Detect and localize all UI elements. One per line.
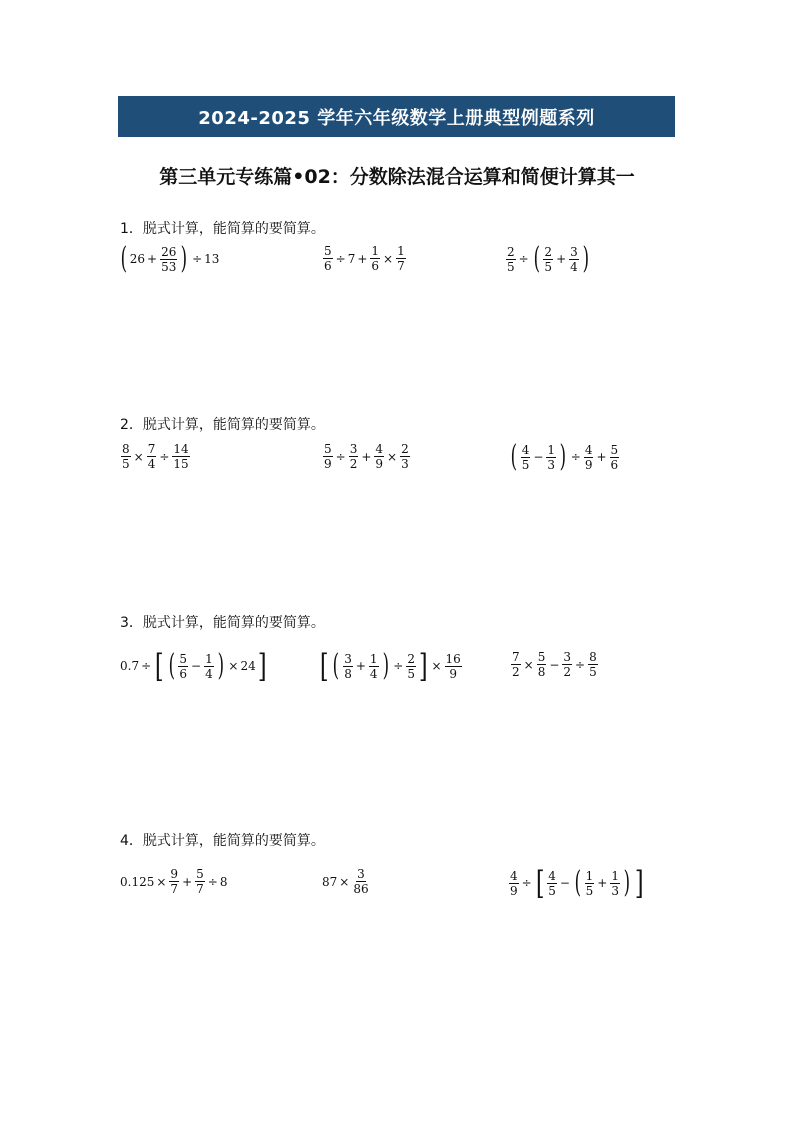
fraction [343, 652, 353, 681]
fraction [204, 652, 214, 681]
math-token: 0.125 [120, 874, 155, 889]
fraction-numerator: 2 [507, 244, 515, 259]
math-token: ÷ [570, 450, 581, 464]
fraction-denominator: 6 [610, 457, 619, 472]
math-token: + [597, 876, 608, 890]
fraction-denominator: 9 [449, 666, 457, 681]
math-token: × [133, 449, 144, 464]
math-token: + [596, 450, 607, 464]
q3-expression-a [120, 647, 268, 685]
fraction-denominator: 4 [369, 666, 378, 681]
fraction [584, 443, 594, 472]
fraction [396, 244, 406, 273]
math-token: + [182, 874, 193, 889]
math-token: × [431, 659, 442, 673]
math-token: × [156, 874, 167, 889]
math-token: − [533, 450, 544, 464]
fraction-numerator: 2 [544, 244, 553, 259]
math-token: + [355, 659, 366, 673]
fraction-denominator: 5 [407, 666, 415, 681]
q2-expression-a [120, 442, 191, 471]
fraction [369, 652, 379, 681]
fraction-numerator: 1 [611, 868, 619, 883]
math-token: × [339, 874, 350, 889]
math-token: ] [257, 647, 267, 685]
fraction-numerator: 4 [510, 868, 518, 883]
fraction [509, 869, 519, 898]
fraction-denominator: 2 [512, 665, 520, 679]
fraction-denominator: 7 [397, 259, 405, 273]
math-token: ) [180, 241, 188, 276]
fraction-numerator: 5 [324, 442, 332, 456]
fraction-denominator: 5 [589, 665, 597, 679]
fraction-numerator: 5 [196, 867, 204, 881]
fraction [537, 650, 547, 679]
math-token: [ [155, 647, 164, 685]
math-token: ( [120, 241, 128, 276]
fraction-numerator: 14 [173, 442, 189, 456]
fraction-denominator: 2 [563, 665, 572, 679]
fraction-denominator: 53 [161, 259, 177, 274]
q3-expression-b [318, 647, 463, 685]
fraction-numerator: 3 [344, 651, 352, 666]
fraction-numerator: 5 [179, 651, 187, 666]
banner-title: 2024-2025 学年六年级数学上册典型例题系列 [198, 107, 595, 129]
question-1-label: 1．脱式计算，能简算的要简算。 [120, 221, 325, 237]
q4-expression-a [120, 867, 227, 896]
worksheet-banner [118, 96, 675, 137]
fraction [610, 869, 620, 898]
math-token: + [147, 252, 158, 266]
math-token: × [383, 251, 394, 266]
fraction-numerator: 1 [547, 442, 556, 457]
fraction-denominator: 3 [547, 457, 556, 472]
math-token: 8 [219, 874, 228, 889]
fraction-numerator: 7 [147, 442, 156, 456]
math-token: 0.7 [120, 659, 140, 673]
fraction [610, 443, 620, 472]
fraction [588, 650, 598, 679]
math-token: ÷ [335, 251, 346, 266]
fraction [323, 244, 333, 273]
math-token: ( [168, 648, 175, 683]
q4-expression-c [508, 864, 645, 902]
fraction-denominator: 86 [353, 882, 369, 896]
fraction-denominator: 4 [147, 457, 156, 471]
fraction-denominator: 6 [324, 259, 332, 273]
q1-expression-a [118, 241, 220, 276]
math-token: + [357, 251, 368, 266]
fraction [506, 245, 516, 274]
fraction-denominator: 3 [611, 883, 619, 898]
math-token: + [361, 449, 372, 464]
fraction-numerator: 1 [369, 651, 378, 666]
fraction [349, 442, 359, 471]
fraction-numerator: 4 [584, 442, 593, 457]
fraction [160, 245, 177, 274]
math-token: ) [623, 865, 631, 900]
fraction-denominator: 7 [196, 882, 204, 896]
math-token: + [556, 252, 567, 266]
fraction [511, 650, 521, 679]
fraction-numerator: 7 [512, 650, 520, 664]
fraction-denominator: 5 [585, 883, 594, 898]
math-token: ÷ [141, 659, 152, 673]
math-token: ( [533, 241, 540, 276]
fraction-denominator: 5 [507, 259, 515, 274]
fraction-denominator: 15 [173, 457, 189, 471]
fraction-denominator: 9 [324, 457, 332, 471]
fraction-numerator: 9 [170, 867, 179, 881]
fraction [195, 867, 205, 896]
math-token: ÷ [192, 252, 203, 266]
math-token: − [191, 659, 202, 673]
math-token: ( [333, 648, 340, 683]
fraction-numerator: 8 [589, 650, 597, 664]
math-token: 7 [347, 251, 356, 266]
q1-expression-b [322, 244, 407, 273]
q2-expression-b [322, 442, 411, 471]
math-token: ( [574, 865, 581, 900]
fraction-denominator: 5 [548, 883, 556, 898]
math-token: − [559, 876, 570, 890]
fraction [169, 867, 179, 896]
math-token: ) [582, 241, 589, 276]
q2-expression-c [508, 439, 620, 474]
fraction-denominator: 9 [375, 457, 384, 471]
fraction-numerator: 3 [349, 442, 358, 456]
fraction [569, 245, 579, 274]
math-token: 87 [322, 874, 338, 889]
fraction-numerator: 1 [205, 651, 213, 666]
math-token: ÷ [575, 657, 586, 672]
fraction [562, 650, 572, 679]
math-token: ] [418, 647, 428, 685]
math-token: ÷ [159, 449, 170, 464]
fraction [172, 442, 189, 471]
fraction-numerator: 8 [122, 442, 130, 456]
fraction-denominator: 4 [570, 259, 578, 274]
fraction-numerator: 1 [371, 244, 380, 258]
math-token: × [523, 657, 534, 672]
math-token: × [387, 449, 398, 464]
fraction [547, 869, 557, 898]
fraction-denominator: 9 [584, 457, 593, 472]
fraction-denominator: 4 [205, 666, 213, 681]
fraction [352, 867, 369, 896]
fraction [178, 652, 188, 681]
fraction-numerator: 3 [563, 650, 572, 664]
fraction [585, 869, 595, 898]
q1-expression-c [505, 241, 591, 276]
math-token: 26 [129, 252, 145, 266]
question-3-label: 3．脱式计算，能简算的要简算。 [120, 615, 325, 631]
fraction-numerator: 1 [585, 868, 594, 883]
fraction-denominator: 9 [510, 883, 518, 898]
fraction [121, 442, 131, 471]
fraction-denominator: 6 [179, 666, 187, 681]
fraction-denominator: 7 [170, 882, 179, 896]
fraction [400, 442, 410, 471]
worksheet-subtitle: 第三单元专练篇•02：分数除法混合运算和简便计算其一 [159, 166, 635, 188]
fraction [370, 244, 380, 273]
fraction-numerator: 4 [521, 442, 530, 457]
q3-expression-c [510, 650, 599, 679]
fraction-denominator: 8 [344, 666, 352, 681]
math-token: ) [382, 648, 389, 683]
fraction-numerator: 26 [161, 244, 177, 259]
fraction-numerator: 5 [610, 442, 619, 457]
math-token: ) [217, 648, 224, 683]
fraction-denominator: 5 [521, 457, 530, 472]
math-token: ÷ [207, 874, 218, 889]
fraction [406, 652, 416, 681]
fraction-numerator: 5 [537, 650, 546, 664]
fraction-denominator: 3 [401, 457, 409, 471]
fraction [374, 442, 384, 471]
fraction-denominator: 5 [544, 259, 553, 274]
math-token: ÷ [335, 449, 346, 464]
fraction-denominator: 8 [537, 665, 546, 679]
fraction [521, 443, 531, 472]
math-token: 24 [240, 659, 256, 673]
fraction-numerator: 16 [445, 651, 461, 666]
math-token: ÷ [518, 252, 529, 266]
fraction-numerator: 1 [397, 244, 405, 258]
fraction-numerator: 2 [401, 442, 409, 456]
q4-expression-b [322, 867, 371, 896]
math-token: − [549, 657, 560, 672]
fraction-numerator: 3 [357, 867, 365, 881]
math-token: [ [535, 864, 545, 902]
math-token: [ [319, 647, 329, 685]
fraction [445, 652, 462, 681]
fraction-denominator: 5 [122, 457, 130, 471]
math-token: ) [559, 439, 567, 474]
math-token: ] [634, 864, 644, 902]
math-token: × [228, 659, 239, 673]
question-4-label: 4．脱式计算，能简算的要简算。 [120, 833, 325, 849]
fraction [323, 442, 333, 471]
fraction-numerator: 5 [324, 244, 332, 258]
fraction [546, 443, 556, 472]
fraction-denominator: 6 [371, 259, 380, 273]
fraction-numerator: 4 [548, 868, 556, 883]
math-token: ÷ [393, 659, 404, 673]
math-token: ÷ [521, 876, 532, 890]
fraction-numerator: 2 [407, 651, 415, 666]
math-token: ( [510, 439, 518, 474]
fraction-denominator: 2 [349, 457, 358, 471]
fraction-numerator: 4 [375, 442, 384, 456]
fraction [147, 442, 157, 471]
fraction [543, 245, 553, 274]
question-2-label: 2．脱式计算，能简算的要简算。 [120, 417, 325, 433]
math-token: 13 [204, 252, 220, 266]
fraction-numerator: 3 [570, 244, 578, 259]
